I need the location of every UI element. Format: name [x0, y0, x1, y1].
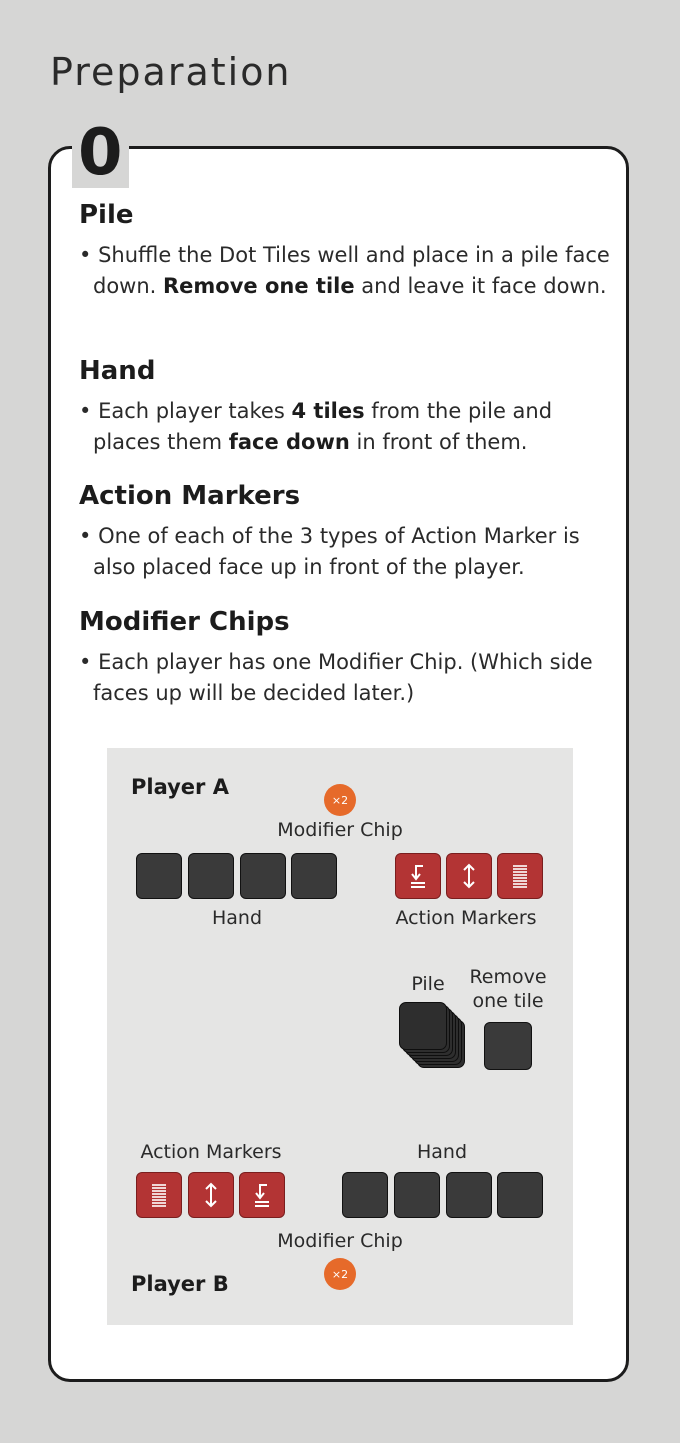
step-number: 0	[72, 118, 129, 188]
player-a-label: Player A	[131, 775, 229, 799]
pile-label: Pile	[411, 973, 445, 995]
markers-b-label: Action Markers	[140, 1141, 282, 1163]
hand-b-label: Hand	[416, 1141, 468, 1163]
arrow-updown-icon	[188, 1172, 234, 1218]
modifier-chip-b-label: Modifier Chip	[277, 1230, 403, 1252]
section-modifier-chips	[79, 607, 614, 709]
stripes-icon	[136, 1172, 182, 1218]
section-hand	[79, 356, 614, 458]
modifier-chip-a: ×2	[324, 784, 356, 816]
hand-tile	[240, 853, 286, 899]
hand-tile	[394, 1172, 440, 1218]
section-text: • One of each of the 3 types of Action Marker is also placed face up in front of the player.	[79, 524, 580, 579]
remove-label-line1: Remove	[469, 966, 547, 988]
setup-diagram	[107, 748, 573, 1325]
remove-label-line2: one tile	[472, 990, 544, 1012]
arrow-down-left-icon	[239, 1172, 285, 1218]
hand-tile	[188, 853, 234, 899]
section-title: Hand	[79, 356, 156, 386]
hand-tile	[291, 853, 337, 899]
section-text: • Each player has one Modifier Chip. (Which side faces up will be decided later.)	[79, 650, 593, 705]
hand-a-label: Hand	[211, 907, 263, 929]
hand-tile	[342, 1172, 388, 1218]
arrow-updown-icon	[446, 853, 492, 899]
section-action-markers	[79, 481, 614, 583]
stripes-icon	[497, 853, 543, 899]
section-title: Modifier Chips	[79, 607, 290, 637]
hand-tile	[136, 853, 182, 899]
hand-tile	[497, 1172, 543, 1218]
section-pile	[79, 200, 614, 302]
player-b-label: Player B	[131, 1272, 229, 1296]
removed-tile	[484, 1022, 532, 1070]
section-title: Pile	[79, 200, 134, 230]
markers-a-label: Action Markers	[395, 907, 537, 929]
section-title: Action Markers	[79, 481, 301, 511]
modifier-chip-b: ×2	[324, 1258, 356, 1290]
modifier-chip-a-label: Modifier Chip	[277, 819, 403, 841]
section-text: • Each player takes 4 tiles from the pile and places them face down in front of them.	[79, 399, 553, 454]
section-text: • Shuffle the Dot Tiles well and place in a pile face down. Remove one tile and leave it face down.	[79, 243, 610, 298]
pile-tile	[399, 1002, 447, 1050]
hand-tile	[446, 1172, 492, 1218]
arrow-down-left-icon	[395, 853, 441, 899]
page-title: Preparation	[50, 50, 292, 94]
